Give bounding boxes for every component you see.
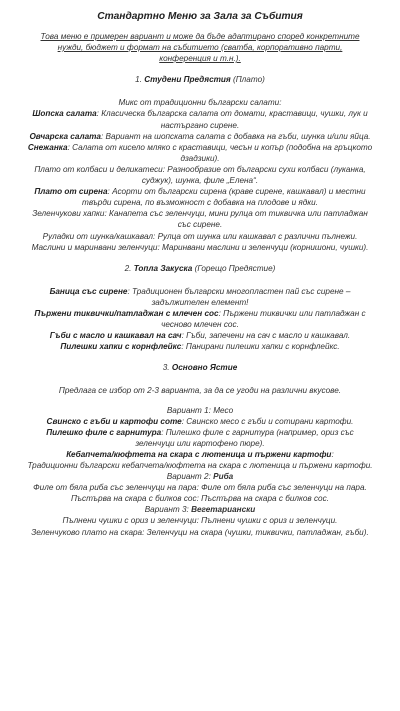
section-name: Топла Закуска: [133, 263, 193, 273]
section-number: 3.: [162, 363, 170, 373]
menu-item: [26, 527, 374, 538]
item-desc: Зеленчуково плато на скара: Зеленчуци на скара (чушки, тиквички, патладжан, гъби).: [31, 527, 369, 537]
item-name: Баница със сирене: [49, 286, 128, 296]
section-heading-hot-starter: [26, 263, 374, 274]
item-desc: : Традиционен български многопластен пай със сирене – задължителен елемент!: [127, 286, 351, 307]
variant-label: Вариант 1:: [166, 405, 214, 415]
variant-heading: [26, 471, 374, 482]
item-desc: Пъстърва на скара с билков сос: Пъстърва на скара с билков сос.: [71, 494, 329, 504]
variant-type: Вегетариански: [191, 505, 256, 515]
menu-item: [26, 242, 374, 253]
item-desc: : Панирани пилешки хапки с корнфлейкс.: [181, 342, 340, 352]
item-name: Снежанка: [27, 142, 68, 152]
item-name: Овчарска салата: [29, 131, 101, 141]
variant-type: Месо: [213, 405, 234, 415]
menu-item: [26, 186, 374, 208]
section-number: 2.: [124, 263, 132, 273]
menu-item: [26, 164, 374, 186]
section-name: Студени Предястия: [144, 75, 231, 85]
menu-item: [26, 515, 374, 526]
variant-heading: [26, 405, 374, 416]
menu-item: [26, 231, 374, 242]
item-desc: Традиционни български кебапчета/кюфтета на скара с лютеница и пържени картофи.: [27, 461, 373, 470]
item-desc: Пълнени чушки с ориз и зеленчуци: Пълнени чушки с ориз и зеленчуци.: [62, 516, 338, 526]
item-desc: : Асорти от български сирена (краве сирене, кашкавал) и местни твърди сирена, по възможност с добавка на плодове и ядки.: [82, 187, 366, 208]
menu-item: [26, 108, 374, 130]
menu-item: [26, 286, 374, 308]
menu-item: [26, 449, 374, 460]
section-note: (Горещо Предястие): [194, 263, 276, 273]
document-title: Стандартно Меню за Зала за Събития: [97, 11, 303, 22]
menu-item: [26, 493, 374, 504]
item-name: Пилешко филе с гарнитура: [46, 427, 162, 437]
item-name: Свинско с гъби и картофи соте: [46, 416, 182, 426]
section-heading-cold-starters: [26, 74, 374, 85]
menu-item: [26, 308, 374, 330]
item-desc: : Пържени тиквички или патладжан с чесново млечен сос.: [161, 308, 366, 330]
section-name: Основно Ястие: [171, 363, 238, 373]
section-note: (Плато): [233, 75, 265, 85]
item-name: Пилешки хапки с корнфлейкс: [60, 342, 182, 352]
item-desc: Филе от бяла риба със зеленчуци на пара: Филе от бяла риба със зеленчуци на пара.: [33, 483, 367, 493]
item-desc: Маслини и маринвани зеленчуци: Маринвани маслини и зеленчуци (корнишони, чушки).: [31, 242, 369, 252]
menu-item: [26, 460, 374, 471]
item-desc: : Вариант на шопската салата с добавка на гъби, шунка и/или яйца.: [101, 131, 371, 141]
item-name: Пържени тиквички/патладжан с млечен сос: [34, 308, 219, 318]
item-desc: : Класическа българска салата от домати, краставици, чушки, лук и настъргано сирене.: [96, 109, 368, 130]
item-desc: Плато от колбаси и деликатеси: Разнообразие от български сухи колбаси (луканка, суджук), шунка, филе „Елена“.: [34, 164, 366, 186]
item-name: Кебапчета/кюфтета на скара с лютеница и пържени картофи: [66, 449, 332, 459]
item-desc: :: [331, 449, 334, 459]
item-name: Плато от сирена: [34, 187, 108, 197]
variant-label: Вариант 3:: [144, 505, 192, 515]
section-lead: Предлага се избор от 2-3 варианта, за да се угоди на различни вкусове.: [58, 386, 342, 396]
item-desc: : Гъби, запечени на сач с масло и кашкавал.: [181, 331, 351, 341]
menu-item: [26, 427, 374, 449]
item-desc: Зеленчукови хапки: Канапета със зеленчуци, мини рулца от тиквичка или патладжан със сирене.: [32, 209, 368, 230]
item-desc: Руладки от шунка/кашкавал: Рулца от шунка или кашкавал с различни пълнежи.: [42, 231, 358, 241]
section-number: 1.: [135, 75, 142, 85]
section-heading-main-course: [26, 362, 374, 373]
menu-item: [26, 341, 374, 352]
menu-item: [26, 142, 374, 164]
menu-item: [26, 482, 374, 493]
item-name: Шопска салата: [32, 109, 97, 119]
item-name: Гъби с масло и кашкавал на сач: [49, 331, 182, 341]
variant-heading: [26, 504, 374, 515]
variant-type: Риба: [213, 472, 234, 482]
intro-paragraph: Това меню е примерен вариант и може да бъде адаптирано според конкретните нужди, бюджет и формат на събитието (сватба, корпоративно парти, конференция и т.н.).: [40, 32, 360, 64]
menu-item: [26, 131, 374, 142]
menu-item: [26, 416, 374, 427]
item-desc: : Салата от кисело мляко с краставици, чесън и копър (подобна на гръцкото дзадзики).: [67, 142, 373, 163]
menu-item: [26, 330, 374, 341]
item-desc: : Пилешко филе с гарнитура (например, ориз със зеленчуци или картофено пюре).: [135, 427, 354, 448]
variant-label: Вариант 2:: [166, 472, 214, 482]
item-desc: : Свинско месо с гъби и сотирани картофи.: [181, 416, 354, 426]
section-lead: Микс от традиционни български салати:: [118, 98, 282, 108]
menu-item: [26, 208, 374, 230]
